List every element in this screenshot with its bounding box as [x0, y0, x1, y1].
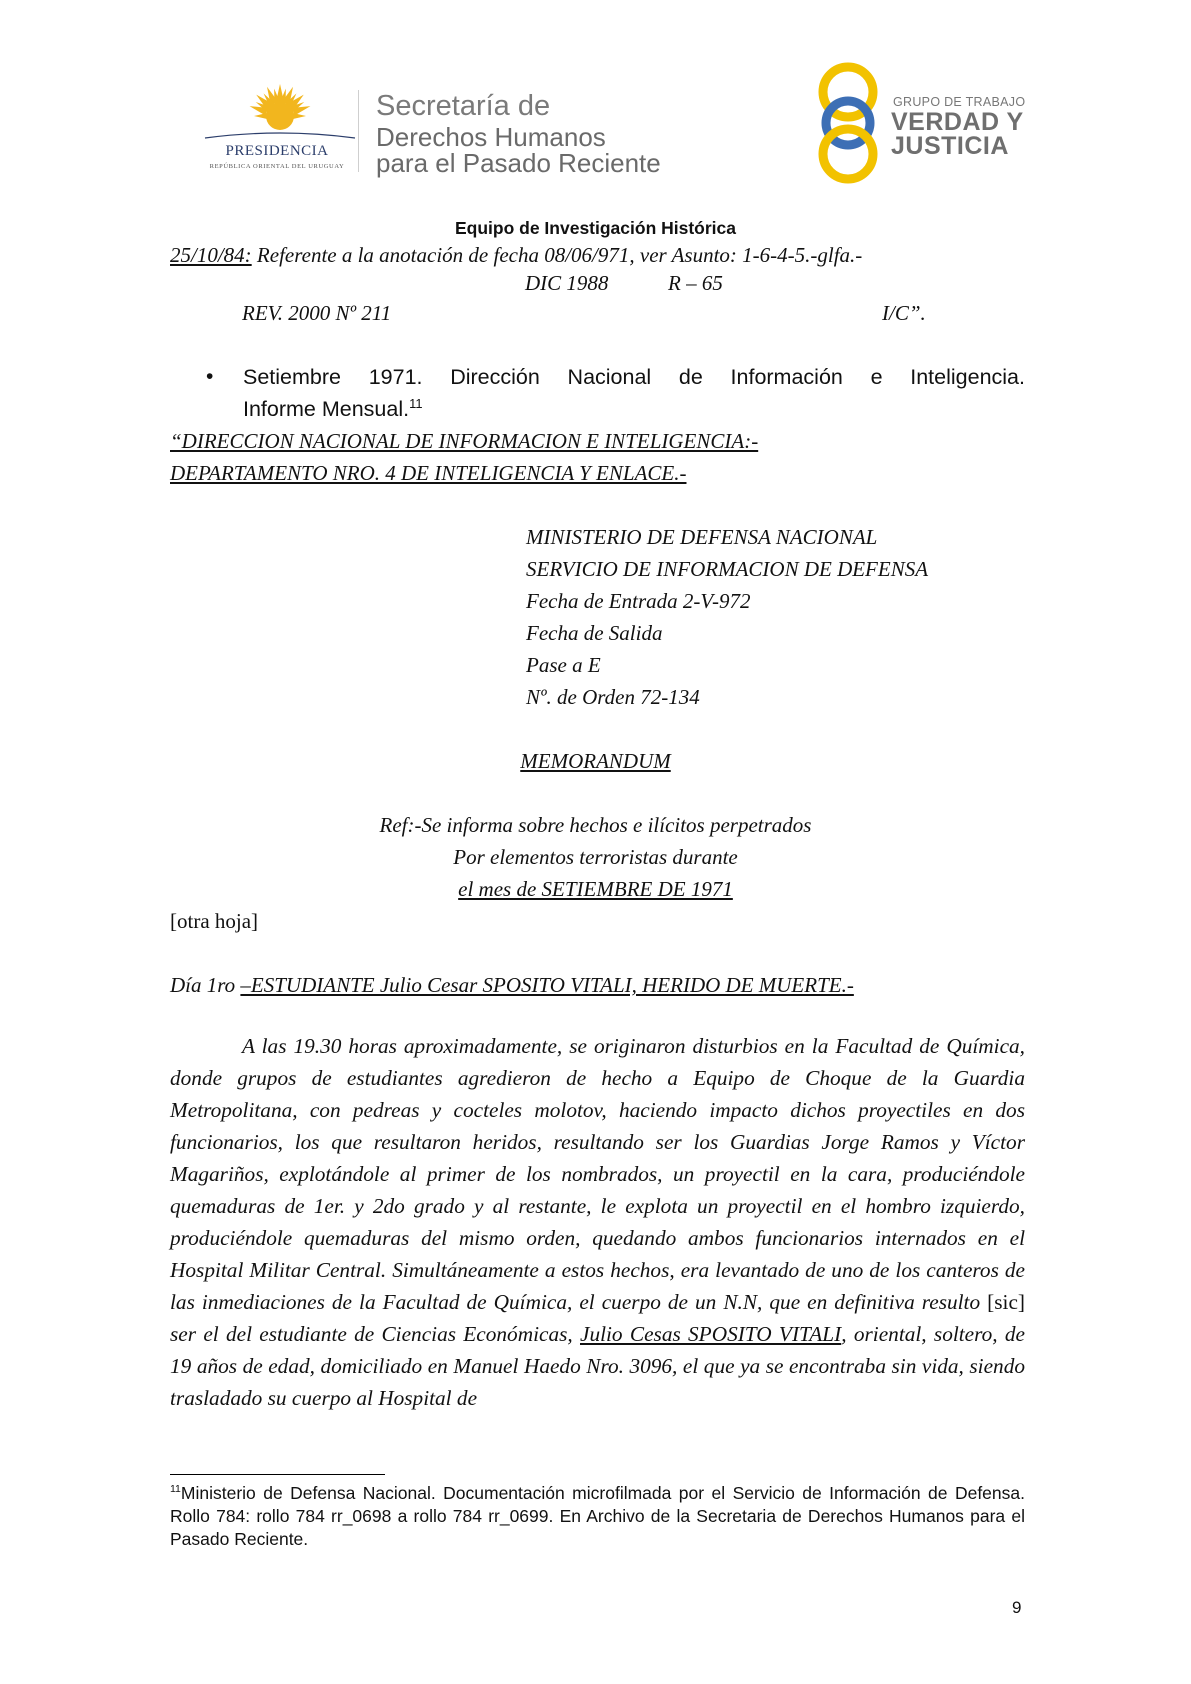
footnote-rule: [170, 1474, 385, 1475]
para-part2: ser el del estudiante de Ciencias Económicas,: [170, 1322, 580, 1346]
footnote-text: Ministerio de Defensa Nacional. Documentación microfilmada por el Servicio de Información de Defensa. Rollo 784: rollo 784 rr_0698 a rollo 784 rr_0699. En Archivo de la Secretaria de Derechos Humanos para el Pasado Reciente.: [170, 1483, 1025, 1549]
entry-ic: I/C”.: [882, 301, 926, 325]
stamp-line-2: SERVICIO DE INFORMACION DE DEFENSA: [526, 557, 929, 581]
presidencia-label: PRESIDENCIA: [225, 143, 329, 159]
otra-hoja: [otra hoja]: [170, 909, 259, 933]
para-part1: A las 19.30 horas aproximadamente, se originaron disturbios en la Facultad de Química, donde grupos de estudiantes agredieron de hecho a Equipo de Choque de la Guardia Metropolitana, con pedreas y cocteles molotov, haciendo impacto dichos proyectiles en dos funcionarios, los que resultaron heridos, resultando ser los Guardias Jorge Ramos y Víctor Magariños, explotándole al primer de los nombrados, un proyectil en la cara, produciéndole quemaduras de 1er. y 2do grado y al restante, le explota un proyectil en el hombro izquierdo, produciéndole quemaduras del mismo orden, quedando ambos funcionarios internados en el Hospital Militar Central. Simultáneamente a estos hechos, era levantado de uno de los canteros de las inmediaciones de la Facultad de Química, el cuerpo de un N.N, que en definitiva resulto: [170, 1034, 1025, 1314]
dia-prefix: Día 1ro: [170, 973, 241, 997]
secretaria-title-line3: para el Pasado Reciente: [376, 148, 661, 178]
entry-text: Referente a la anotación de fecha 08/06/971, ver Asunto: 1-6-4-5.-glfa.-: [251, 243, 863, 267]
bullet-line1: Setiembre 1971. Dirección Nacional de Información e Inteligencia.: [243, 365, 1025, 389]
memorandum-title: MEMORANDUM: [520, 749, 671, 773]
entry-date: 25/10/84:: [170, 243, 252, 267]
republica-label: REPÚBLICA ORIENTAL DEL URUGUAY: [209, 163, 345, 170]
ref-line2: Por elementos terroristas durante: [453, 845, 738, 869]
stamp-line-3: Fecha de Entrada 2-V-972: [526, 589, 751, 613]
stamp-line-6: Nº. de Orden 72-134: [526, 685, 700, 709]
stamp-line-5: Pase a E: [526, 653, 601, 677]
para-part3: , oriental, soltero, de 19 años de edad, domiciliado en Manuel Haedo Nro. 3096, el que ya se encontraba sin vida, siendo trasladado su cuerpo al Hospital de: [170, 1322, 1025, 1410]
bullet-line2: [243, 394, 423, 424]
entry-dic: DIC 1988: [525, 271, 609, 295]
justicia-label: JUSTICIA: [891, 132, 1009, 160]
verdad-justicia-rings-logo: [812, 62, 892, 184]
heading-line1: “DIRECCION NACIONAL DE INFORMACION E INTELIGENCIA:-: [170, 429, 759, 453]
stamp-line-4: Fecha de Salida: [526, 621, 663, 645]
body-paragraph: [170, 1030, 1025, 1414]
entry-line: [170, 240, 862, 270]
para-sic: [sic]: [987, 1290, 1025, 1314]
bullet-line2-text: Informe Mensual.: [243, 397, 410, 421]
bullet-footnote-ref: 11: [409, 395, 423, 411]
footnote: [170, 1482, 1025, 1551]
secretaria-title-line2: Derechos Humanos: [376, 122, 606, 152]
team-title: Equipo de Investigación Histórica: [454, 218, 737, 238]
dia-title: –ESTUDIANTE Julio Cesar SPOSITO VITALI, HERIDO DE MUERTE.-: [240, 973, 854, 997]
para-name: Julio Cesas SPOSITO VITALI: [580, 1322, 842, 1346]
entry-r: R – 65: [668, 271, 723, 295]
ref-line1: Ref:-Se informa sobre hechos e ilícitos perpetrados: [379, 813, 812, 837]
verdad-label: VERDAD Y: [891, 108, 1024, 136]
footnote-number: 11: [170, 1483, 181, 1496]
page-number: 9: [1012, 1598, 1022, 1617]
secretaria-title-line1: Secretaría de: [376, 90, 551, 122]
heading-line2: DEPARTAMENTO NRO. 4 DE INTELIGENCIA Y ENLACE.-: [170, 461, 687, 485]
grupo-trabajo-label: GRUPO DE TRABAJO: [893, 95, 1026, 109]
dia-heading: [170, 970, 854, 1000]
ref-line3: el mes de SETIEMBRE DE 1971: [458, 877, 733, 901]
stamp-line-1: MINISTERIO DE DEFENSA NACIONAL: [526, 525, 878, 549]
logo-divider: [358, 90, 359, 172]
entry-rev: REV. 2000 Nº 211: [242, 301, 392, 325]
bullet-symbol: •: [206, 365, 214, 388]
